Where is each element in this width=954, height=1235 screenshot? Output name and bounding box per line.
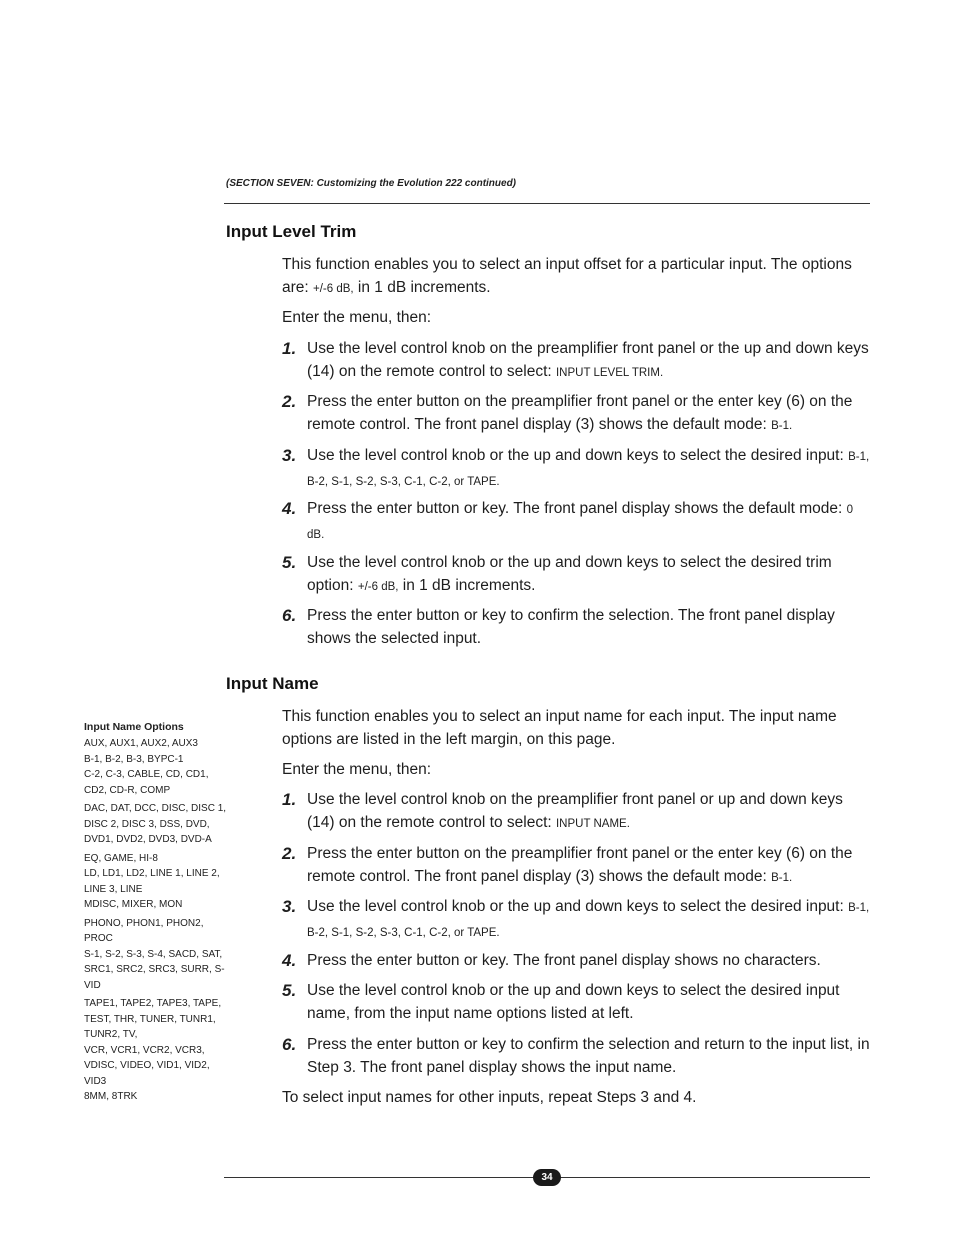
step-body: Use the level control knob or the up and down keys to select the desired input name, from the input name options listed at left.: [307, 982, 840, 1022]
sidebar-group: MDISC, MIXER, MON: [84, 899, 183, 910]
section1-step-1: [282, 337, 872, 385]
section1-step-5: [282, 551, 872, 599]
sidebar-group: S-1, S-2, S-3, S-4, SACD, SAT, SRC1, SRC2, SRC3, SURR, S-VID: [84, 948, 225, 991]
sidebar-group: EQ, GAME, HI-8: [84, 852, 158, 864]
step-display-value: 0 dB.: [307, 504, 854, 541]
step-display-value: B-1.: [771, 420, 793, 432]
section1-step-2: [282, 390, 872, 438]
step-number: 1.: [282, 339, 297, 358]
step-tail: in 1 dB increments.: [398, 577, 536, 594]
step-text: [307, 390, 872, 438]
step-body: Press the enter button on the preamplifier front panel or the enter key (6) on the remote control. The front panel display (3) shows the default mode:: [307, 845, 853, 885]
sidebar-group: DAC, DAT, DCC, DISC, DISC 1, DISC 2, DISC 3, DSS, DVD, DVD1, DVD2, DVD3, DVD-A: [84, 803, 227, 845]
step-body: Press the enter button or key to confirm the selection and return to the input list, in Step 3. The front panel display shows the input name.: [307, 1036, 870, 1076]
section1-intro-option: +/-6 dB,: [313, 283, 354, 295]
step-number: 6.: [282, 606, 297, 625]
step-body: Press the enter button on the preamplifier front panel or the enter key (6) on the remote control. The front panel display (3) shows the default mode:: [307, 393, 853, 433]
step-body: Press the enter button or key. The front panel display shows no characters.: [307, 952, 821, 969]
step-display-value: B-1, B-2, S-1, S-2, S-3, C-1, C-2, or TAPE.: [307, 902, 870, 939]
step-body: Use the level control knob or the up and down keys to select the desired trim option:: [307, 554, 832, 594]
section1-step-3: [282, 444, 872, 494]
section2-enter-menu: Enter the menu, then:: [282, 761, 432, 778]
step-number: 5.: [282, 981, 297, 1000]
step-body: Use the level control knob or the up and down keys to select the desired input:: [307, 898, 849, 915]
section1-step-4: [282, 497, 872, 547]
step-text: [307, 842, 872, 890]
step-number: 4.: [282, 499, 297, 518]
section-title-input-name: Input Name: [226, 674, 319, 693]
step-number: 1.: [282, 790, 297, 809]
sidebar-group: TAPE1, TAPE2, TAPE3, TAPE, TEST, THR, TUNER, TUNR1, TUNR2, TV,: [84, 998, 222, 1040]
sidebar-group: B-1, B-2, B-3, BYPC-1: [84, 753, 184, 765]
section1-intro-text-a: This function enables you to select an input offset for a particular input. The options are:: [282, 256, 852, 296]
sidebar-group: VCR, VCR1, VCR2, VCR3, VDISC, VIDEO, VID1, VID2, VID3: [84, 1044, 210, 1087]
step-text: [307, 604, 872, 652]
step-number: 5.: [282, 553, 297, 572]
step-body: Press the enter button or key to confirm the selection. The front panel display shows the selected input.: [307, 607, 835, 647]
step-text: [307, 444, 872, 494]
step-body: Press the enter button or key. The front panel display shows the default mode:: [307, 500, 847, 517]
step-display-value: INPUT LEVEL TRIM.: [555, 367, 664, 379]
section1-intro: [282, 253, 872, 301]
sidebar-group: PHONO, PHON1, PHON2, PROC: [84, 917, 204, 944]
running-header: (SECTION SEVEN: Customizing the Evolution 222 continued): [226, 178, 517, 189]
step-text: [307, 979, 872, 1027]
step-display-value: B-1.: [771, 872, 793, 884]
step-body: Use the level control knob on the preamplifier front panel or the up and down keys (14) on the remote control to select:: [307, 340, 869, 380]
section2-intro: This function enables you to select an input name for each input. The input name options are listed in the left margin, on this page.: [282, 708, 837, 748]
section-title-input-level-trim: Input Level Trim: [226, 222, 357, 241]
page-number-badge: 34: [533, 1169, 561, 1186]
step-text: [307, 788, 872, 836]
step-text: [307, 1033, 872, 1081]
step-body: Use the level control knob or the up and down keys to select the desired input:: [307, 447, 849, 464]
sidebar-title: Input Name Options: [84, 721, 184, 733]
section2-step-6: [282, 1033, 872, 1081]
step-number: 3.: [282, 897, 297, 916]
step-text: [307, 551, 872, 599]
step-text: [307, 949, 872, 974]
sidebar-group: 8MM, 8TRK: [84, 1091, 138, 1102]
section1-intro-text-b: in 1 dB increments.: [353, 279, 491, 296]
step-text: [307, 337, 872, 385]
step-display-value: +/-6 dB,: [357, 581, 399, 593]
sidebar-group: C-2, C-3, CABLE, CD, CD1, CD2, CD-R, COMP: [84, 769, 209, 796]
step-number: 4.: [282, 951, 297, 970]
sidebar-group: AUX, AUX1, AUX2, AUX3: [84, 738, 198, 749]
step-number: 6.: [282, 1035, 297, 1054]
step-number: 3.: [282, 446, 297, 465]
header-rule: [224, 203, 870, 204]
input-name-options-sidebar: [84, 720, 234, 1105]
section2-closing: To select input names for other inputs, repeat Steps 3 and 4.: [282, 1089, 697, 1106]
section2-step-1: [282, 788, 872, 836]
step-text: [307, 895, 872, 945]
step-number: 2.: [282, 844, 297, 863]
section2-step-3: [282, 895, 872, 945]
section2-step-4: [282, 949, 872, 974]
step-display-value: B-1, B-2, S-1, S-2, S-3, C-1, C-2, or TAPE.: [307, 451, 870, 488]
step-number: 2.: [282, 392, 297, 411]
sidebar-group: LD, LD1, LD2, LINE 1, LINE 2, LINE 3, LINE: [84, 868, 220, 895]
step-display-value: INPUT NAME.: [555, 818, 630, 830]
section1-enter-menu: Enter the menu, then:: [282, 309, 432, 326]
section2-step-2: [282, 842, 872, 890]
step-text: [307, 497, 872, 547]
section2-step-5: [282, 979, 872, 1027]
step-body: Use the level control knob on the preamplifier front panel or up and down keys (14) on the remote control to select:: [307, 791, 843, 831]
section1-step-6: [282, 604, 872, 652]
